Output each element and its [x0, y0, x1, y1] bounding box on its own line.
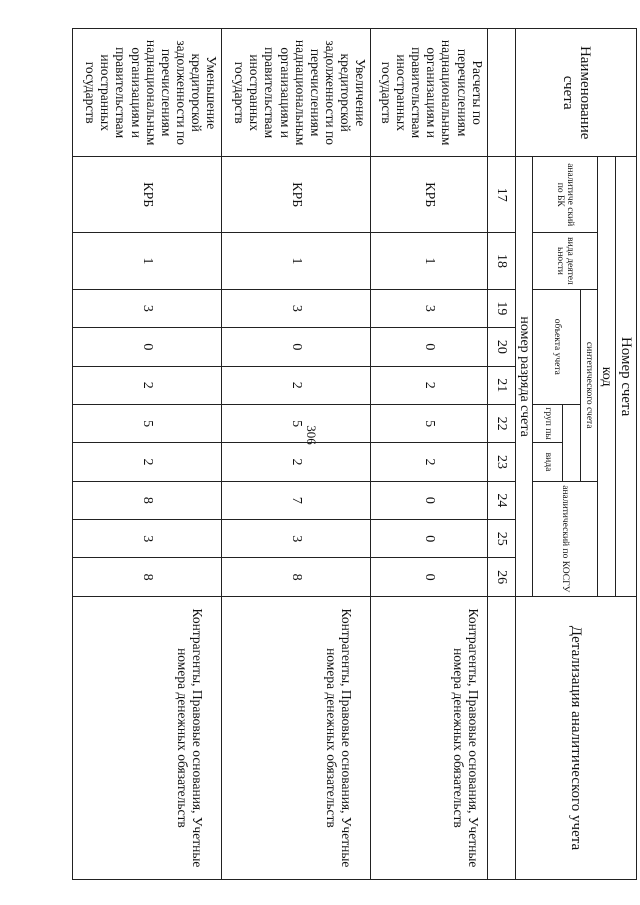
- col-number-22: 22: [487, 404, 515, 442]
- row-digit-24: 8: [73, 481, 222, 519]
- header-rank-label: номер разряда счета: [515, 157, 533, 597]
- row-detail-text: Контрагенты, Правовые основания, Учетные номера денежных обязательств: [174, 608, 206, 868]
- row-detail: [222, 596, 371, 879]
- table-row: [371, 29, 488, 880]
- row-digit-26: 8: [73, 558, 222, 596]
- header-activity-type: вида деятел ьности: [533, 233, 597, 290]
- row-account-name: Уменьшение кредиторской задолженности по перечислениям наднациональным организациям и правительствам иностранных государств: [73, 29, 222, 157]
- row-digit-18: 1: [222, 233, 371, 290]
- row-digit-21: 2: [222, 366, 371, 404]
- col-number-19: 19: [487, 289, 515, 327]
- header-account-name: Наименование счета: [515, 29, 636, 157]
- col-number-21: 21: [487, 366, 515, 404]
- row-account-name: Увеличение кредиторской задолженности по перечислениям наднациональным организациям и правительствам иностранных государств: [222, 29, 371, 157]
- row-digit-25: 3: [222, 520, 371, 558]
- row-digit-20: 0: [73, 328, 222, 366]
- row-bk: КРБ: [222, 157, 371, 233]
- row-digit-18: 1: [73, 233, 222, 290]
- col-number-blank: [487, 29, 515, 157]
- header-account-number: Номер счета: [615, 157, 636, 597]
- row-bk: КРБ: [73, 157, 222, 233]
- table-row: [73, 29, 222, 880]
- header-object: объекта учета: [533, 289, 580, 404]
- row-digit-19: 3: [222, 289, 371, 327]
- row-detail: Контрагенты, Правовые основания, Учетные номера денежных обязательств: [371, 596, 488, 879]
- row-digit-22: 5: [73, 404, 222, 442]
- row-digit-20: 0: [371, 328, 488, 366]
- col-number-detail-blank: [487, 596, 515, 879]
- row-digit-19: 3: [371, 289, 488, 327]
- row-digit-21: 2: [371, 366, 488, 404]
- row-digit-26: 8: [222, 558, 371, 596]
- row-digit-26: 0: [371, 558, 488, 596]
- row-digit-20: 0: [222, 328, 371, 366]
- col-number-20: 20: [487, 328, 515, 366]
- header-analytic-bk: аналитиче ский по БК: [533, 157, 597, 233]
- row-digit-23: 2: [73, 443, 222, 481]
- col-number-25: 25: [487, 520, 515, 558]
- document-table-frame: [72, 28, 637, 880]
- header-synthetic: синтетического счета: [580, 289, 597, 481]
- row-account-name: Расчеты по перечислениям наднациональным организациям и правительствам иностранных государств: [371, 29, 488, 157]
- row-digit-23: 2: [371, 443, 488, 481]
- row-detail: [73, 596, 222, 879]
- account-table: [72, 28, 637, 880]
- header-group: груп пы: [533, 404, 563, 442]
- row-digit-22: 5: [222, 404, 371, 442]
- row-digit-24: 7: [222, 481, 371, 519]
- header-kind: вида: [533, 443, 563, 481]
- page-number: 306: [304, 425, 319, 445]
- col-number-23: 23: [487, 443, 515, 481]
- header-detail: Детализация аналитического учета: [515, 596, 636, 879]
- row-digit-18: 1: [371, 233, 488, 290]
- row-digit-24: 0: [371, 481, 488, 519]
- header-blank: [563, 404, 580, 481]
- table-row: [222, 29, 371, 880]
- col-number-26: 26: [487, 558, 515, 596]
- row-digit-21: 2: [73, 366, 222, 404]
- row-digit-22: 5: [371, 404, 488, 442]
- row-digit-19: 3: [73, 289, 222, 327]
- col-number-18: 18: [487, 233, 515, 290]
- row-digit-25: 0: [371, 520, 488, 558]
- row-digit-23: 2: [222, 443, 371, 481]
- col-number-24: 24: [487, 481, 515, 519]
- col-number-17: 17: [487, 157, 515, 233]
- row-detail-text: Контрагенты, Правовые основания, Учетные номера денежных обязательств: [323, 608, 355, 868]
- row-digit-25: 3: [73, 520, 222, 558]
- row-bk: КРБ: [371, 157, 488, 233]
- header-analytic-kosgu: аналитический по КОСГУ: [533, 481, 597, 596]
- header-code: код: [597, 157, 615, 597]
